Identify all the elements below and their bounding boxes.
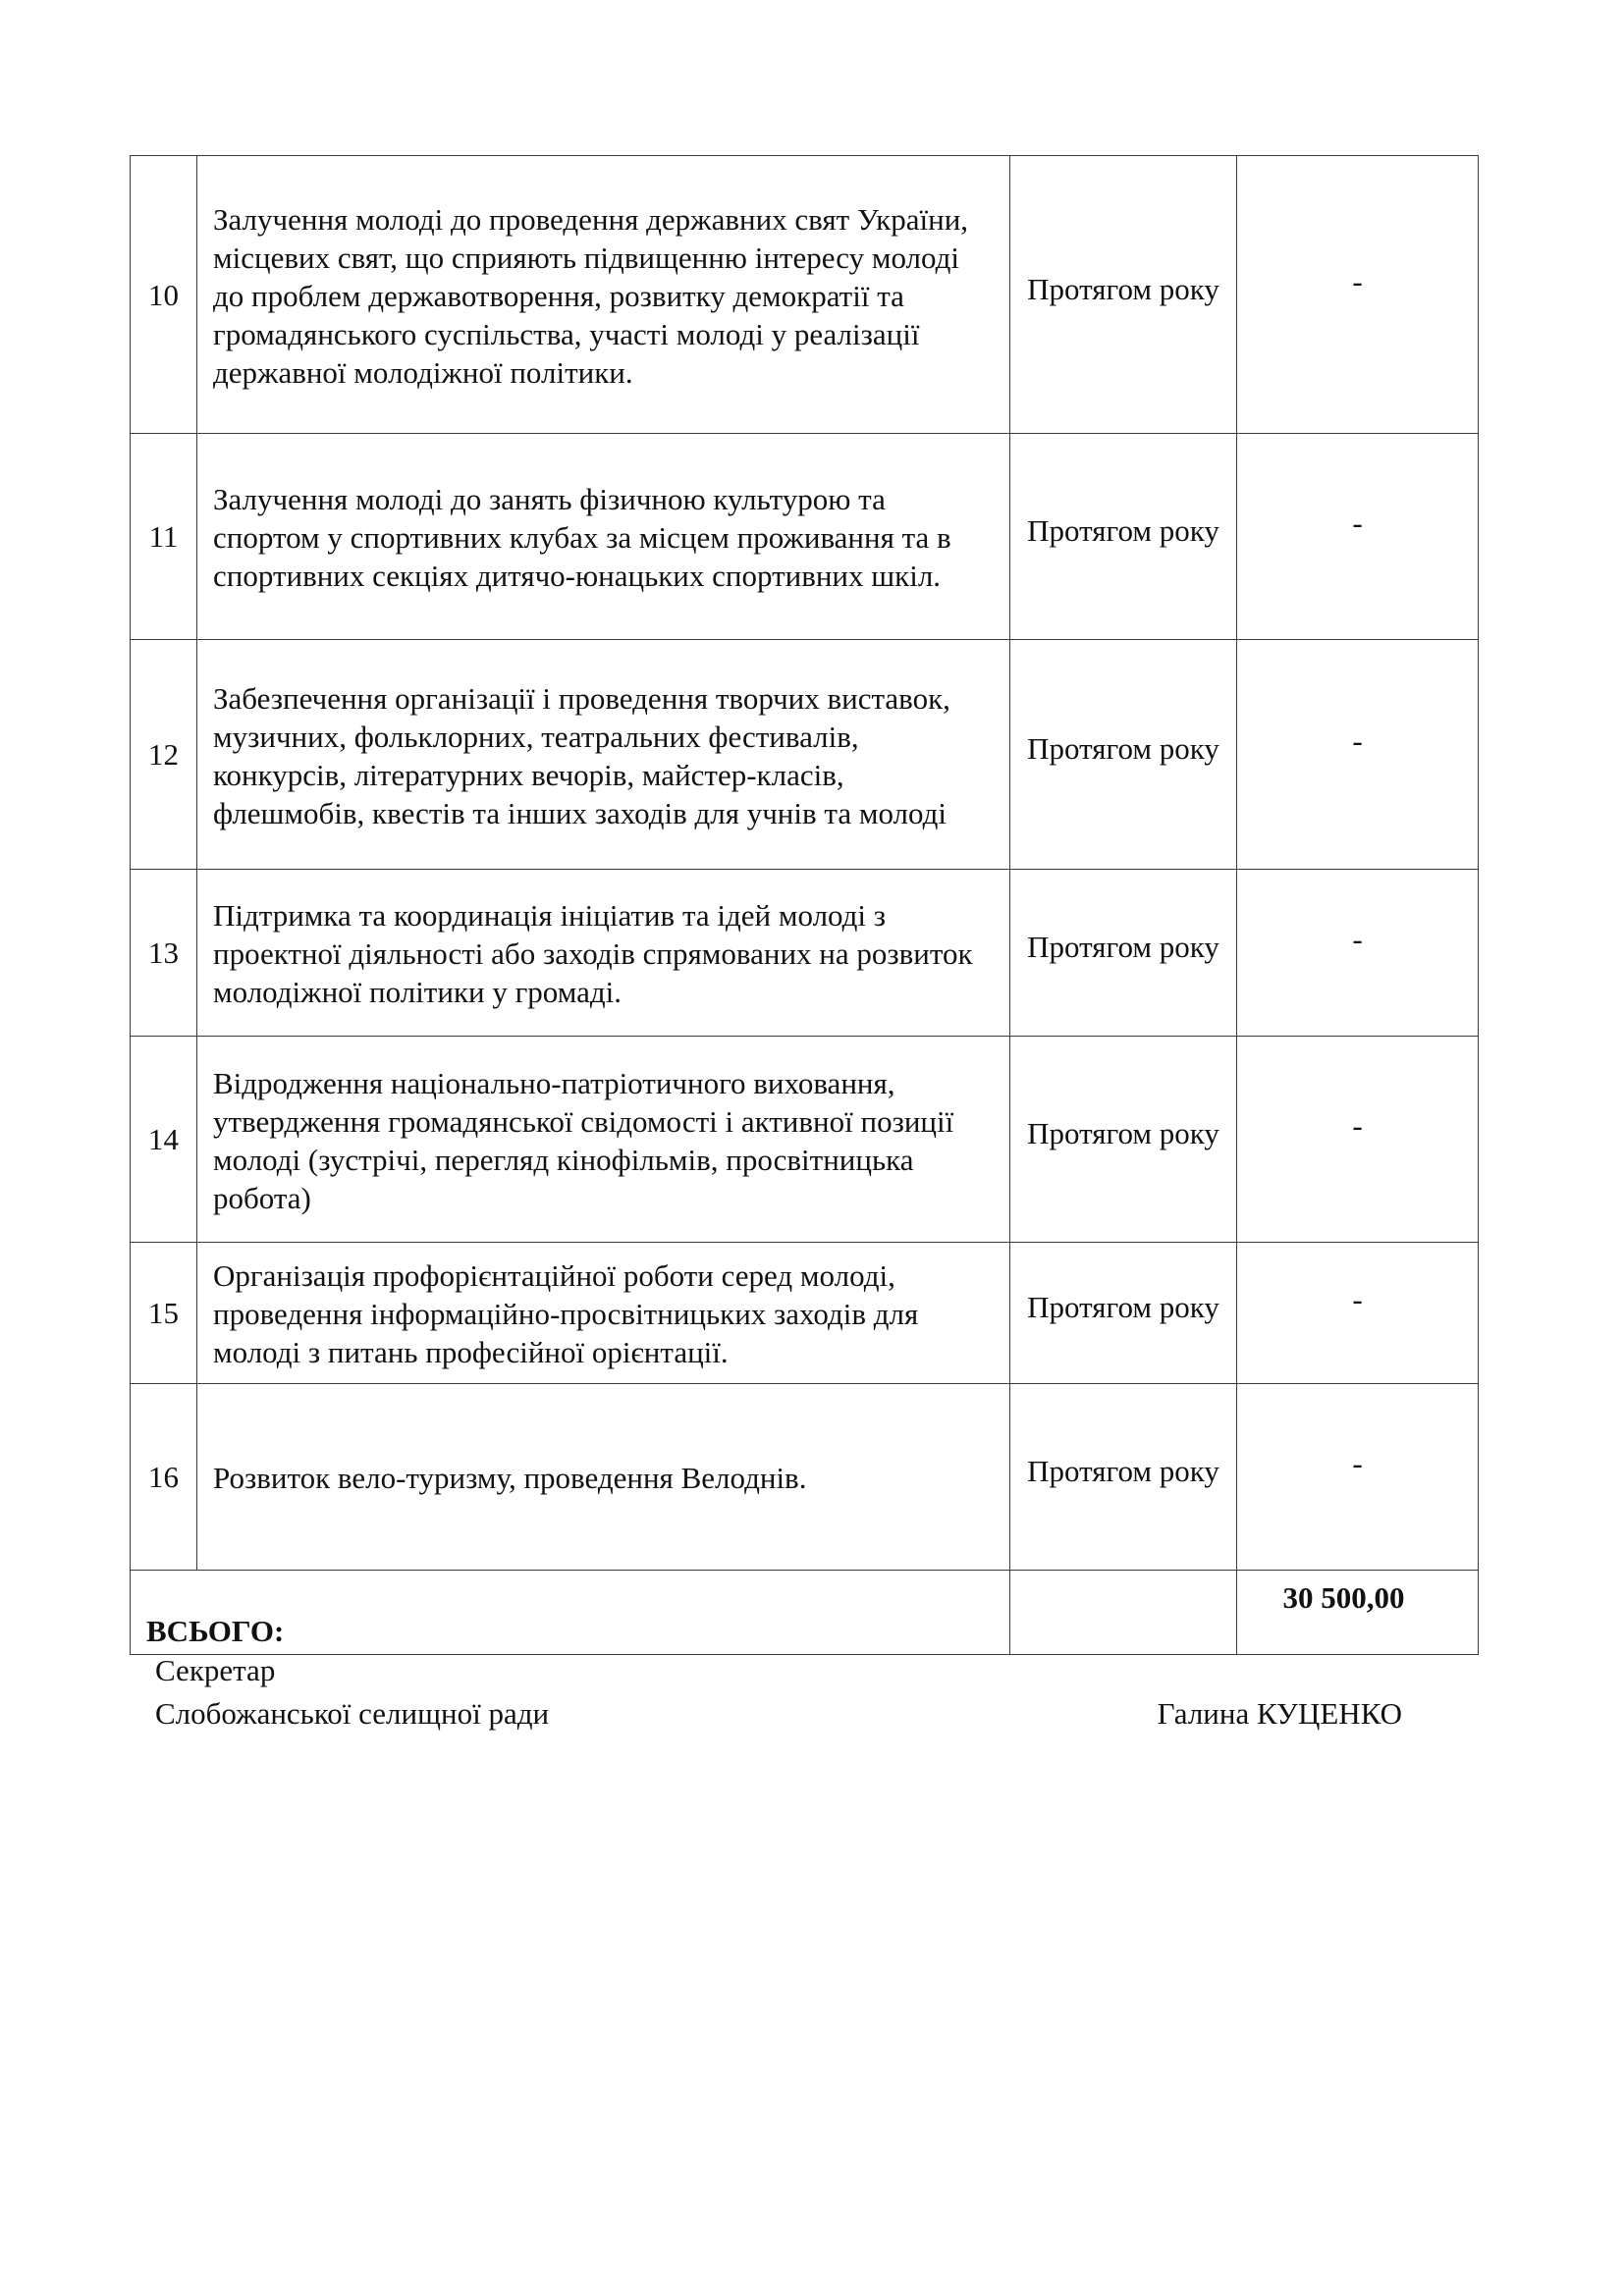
row-number: 11 <box>131 434 197 640</box>
execution-term <box>1010 156 1237 434</box>
funding-amount <box>1237 1384 1479 1571</box>
funding-amount-text: - <box>1352 922 1363 956</box>
execution-term-text: Протягом року <box>1027 1290 1219 1324</box>
signature-line <box>155 1692 1402 1735</box>
measure-description: Відродження національно-патріотичного виховання, утвердження громадянської свідомості і активної позиції молоді (зустрічі, перегляд кінофільмів, просвітницька робота) <box>197 1037 1010 1243</box>
funding-amount <box>1237 640 1479 870</box>
table-row <box>131 1037 1479 1243</box>
signatory-name: Галина КУЦЕНКО <box>1157 1696 1402 1731</box>
measure-description: Розвиток вело-туризму, проведення Велоднів. <box>197 1384 1010 1571</box>
table-row <box>131 1243 1479 1384</box>
row-number: 13 <box>131 870 197 1037</box>
execution-term-text: Протягом року <box>1027 930 1219 964</box>
row-number: 14 <box>131 1037 197 1243</box>
funding-amount-text: - <box>1352 1282 1363 1316</box>
execution-term <box>1010 434 1237 640</box>
execution-term <box>1010 870 1237 1037</box>
table-row <box>131 156 1479 434</box>
execution-term-text: Протягом року <box>1027 271 1219 306</box>
execution-term <box>1010 1243 1237 1384</box>
funding-amount-text: - <box>1352 263 1363 298</box>
execution-term-text: Протягом року <box>1027 1454 1219 1488</box>
table-row <box>131 1384 1479 1571</box>
row-number: 10 <box>131 156 197 434</box>
measures-table <box>130 155 1479 1655</box>
execution-term-text: Протягом року <box>1027 513 1219 548</box>
total-amount-text: 30 500,00 <box>1282 1580 1405 1615</box>
measure-description: Забезпечення організації і проведення творчих виставок, музичних, фольклорних, театральних фестивалів, конкурсів, літературних вечорів, майстер-класів, флешмобів, квестів та інших заходів для учнів та молоді <box>197 640 1010 870</box>
funding-amount-text: - <box>1352 1446 1363 1480</box>
execution-term <box>1010 1384 1237 1571</box>
total-label: ВСЬОГО: <box>131 1571 1010 1655</box>
measure-description: Організація профорієнтаційної роботи серед молоді, проведення інформаційно-просвітницьких заходів для молоді з питань професійної орієнтації. <box>197 1243 1010 1384</box>
row-number: 16 <box>131 1384 197 1571</box>
measure-description: Підтримка та координація ініціатив та ідей молоді з проектної діяльності або заходів спрямованих на розвиток молодіжної політики у громаді. <box>197 870 1010 1037</box>
total-row <box>131 1571 1479 1655</box>
funding-amount-text: - <box>1352 723 1363 758</box>
measure-description: Залучення молоді до занять фізичною культурою та спортом у спортивних клубах за місцем проживання та в спортивних секціях дитячо-юнацьких спортивних шкіл. <box>197 434 1010 640</box>
signature-block <box>155 1649 1402 1735</box>
execution-term-text: Протягом року <box>1027 731 1219 766</box>
funding-amount-text: - <box>1352 1108 1363 1143</box>
row-number: 12 <box>131 640 197 870</box>
table-row <box>131 434 1479 640</box>
table-row <box>131 870 1479 1037</box>
row-number: 15 <box>131 1243 197 1384</box>
execution-term <box>1010 640 1237 870</box>
table-row <box>131 640 1479 870</box>
signature-position-line2: Слобожанської селищної ради <box>155 1696 550 1731</box>
funding-amount-text: - <box>1352 506 1363 540</box>
total-amount <box>1237 1571 1479 1655</box>
funding-amount <box>1237 156 1479 434</box>
funding-amount <box>1237 434 1479 640</box>
funding-amount <box>1237 870 1479 1037</box>
measure-description: Залучення молоді до проведення державних свят України, місцевих свят, що сприяють підвищенню інтересу молоді до проблем державотворення, розвитку демократії та громадянського суспільства, участі молоді у реалізації державної молодіжної політики. <box>197 156 1010 434</box>
funding-amount <box>1237 1037 1479 1243</box>
execution-term <box>1010 1037 1237 1243</box>
execution-term-text: Протягом року <box>1027 1116 1219 1150</box>
signature-position-line1: Секретар <box>155 1653 276 1687</box>
funding-amount <box>1237 1243 1479 1384</box>
total-term-empty <box>1010 1571 1237 1655</box>
